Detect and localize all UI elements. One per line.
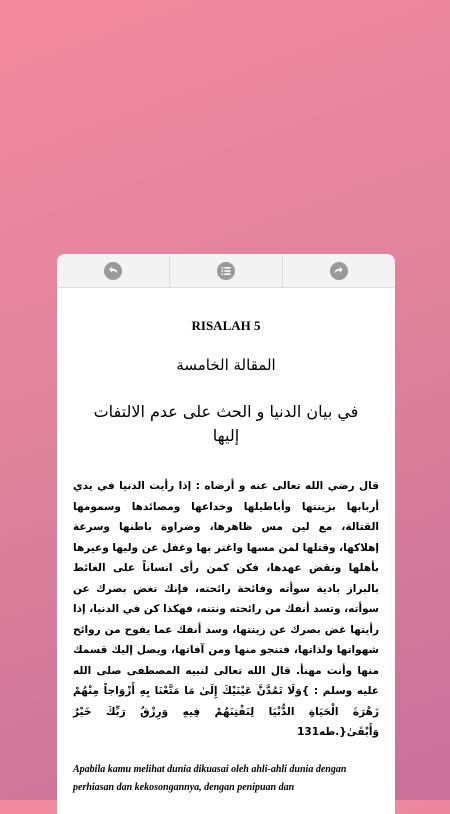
back-button[interactable] (57, 254, 170, 287)
arabic-heading: في بيان الدنيا و الحث على عدم الالتفات إليها (93, 402, 359, 445)
risalah-label: RISALAH 5 (191, 318, 261, 333)
forward-button[interactable] (283, 254, 395, 287)
indonesian-translation: Apabila kamu melihat dunia dikuasai oleh ahli-ahli dunia dengan perhiasan dan kekosongannya, dengan penipuan dan (73, 763, 347, 793)
back-icon (103, 261, 123, 281)
forward-icon (329, 261, 349, 281)
list-icon (216, 261, 236, 281)
arabic-body-text: قال رضي الله تعالى عنه و أرضاه : إذا رأيت الدنيا في يدي أربابها بزينتها وأباطيلها وخداعها ومصائدها وسمومها القتالة، مع لين مس ظاهرها، وضراوة باطنها وسرعة إهلاكها، وقتلها لمن مسها واغتر بها وغفل عن وليها وعيرها بأهلها ونقض عهدها، فكن كمن رأى انساناً على الغائط بالبراز بادية سوأته وفائحة رائحته، فإنك تغض بصرك عن سوأته، وتسد أنفك من رائحته ونتنه، فهكذا كن في الدنيا، إذا رأيتها غض بصرك عن زينتها، وسد أنفك عما يفوح من روائح شهواتها ولذاتها، فتنجو منها ومن آفاتها، ويصل إليك قسمك منها وأنت مهنأ. قال الله تعالى لنبيه المصطفى صلى الله عليه وسلم : }وَلَا تَمُدَّنَّ عَيْنَيْكَ إِلَىٰ مَا مَتَّعْنَا بِهِ أَزْوَاجاً مِنْهُمْ زَهْرَةَ الْحَيَاةِ الدُّنْيَا لِنَفْتِنَهُمْ فِيهِ وَرِزْقُ رَبِّكَ خَيْرٌ وَأَبْقَىٰ{.طه131 (73, 480, 379, 738)
toolbar (57, 254, 395, 288)
arabic-title: المقالة الخامسة (176, 356, 276, 374)
reader-content (57, 288, 395, 797)
contents-button[interactable] (170, 254, 283, 287)
reader-card (57, 254, 395, 814)
